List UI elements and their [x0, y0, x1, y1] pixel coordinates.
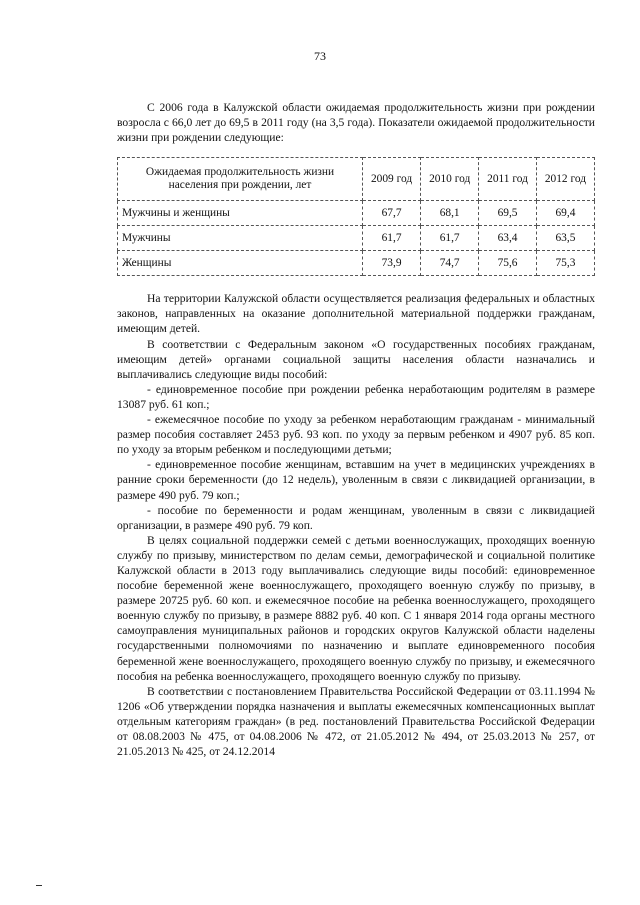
table-header-year: 2009 год: [363, 158, 421, 201]
table-cell: 73,9: [363, 251, 421, 276]
table-row-label: Женщины: [118, 251, 363, 276]
table-cell: 63,4: [479, 226, 537, 251]
intro-paragraph: С 2006 года в Калужской области ожидаемая продолжительность жизни при рождении возросла с 66,0 лет до 69,5 в 2011 году (на 3,5 года). Показатели ожидаемой продолжительности жизни при рождении следующие:: [117, 101, 595, 145]
margin-mark: [36, 885, 42, 886]
body-paragraph: В соответствии с Федеральным законом «О государственных пособиях гражданам, имеющим детей» органами социальной защиты населения области назначались и выплачивались следующие виды пособий:: [117, 337, 595, 381]
table-cell: 67,7: [363, 201, 421, 226]
table-header-label: Ожидаемая продолжительность жизни населения при рождении, лет: [118, 158, 363, 201]
table-row-label: Мужчины: [118, 226, 363, 251]
page-number: 73: [314, 49, 326, 63]
table-header-year: 2011 год: [479, 158, 537, 201]
table-header-year: 2010 год: [421, 158, 479, 201]
table-row: [118, 226, 595, 251]
table-cell: 69,5: [479, 201, 537, 226]
table-cell: 61,7: [421, 226, 479, 251]
body-paragraph: На территории Калужской области осуществляется реализация федеральных и областных законов, направленных на оказание дополнительной материальной поддержки гражданам, имеющим детей.: [117, 292, 595, 336]
table-row-label: Мужчины и женщины: [118, 201, 363, 226]
list-item: - пособие по беременности и родам женщинам, уволенным в связи с ликвидацией организации, в размере 490 руб. 79 коп.: [117, 503, 595, 532]
table-cell: 75,6: [479, 251, 537, 276]
table-header-row: [118, 158, 595, 201]
list-item: - единовременное пособие женщинам, вставшим на учет в медицинских учреждениях в ранние сроки беременности (до 12 недель), уволенным в связи с ликвидацией организации, в размере 490 руб. 79 коп.;: [117, 458, 595, 502]
document-body: [117, 100, 595, 759]
table-cell: 68,1: [421, 201, 479, 226]
table-cell: 74,7: [421, 251, 479, 276]
table-cell: 69,4: [536, 201, 594, 226]
table-cell: 61,7: [363, 226, 421, 251]
table-cell: 63,5: [536, 226, 594, 251]
body-paragraph: В соответствии с постановлением Правительства Российской Федерации от 03.11.1994 № 1206 «Об утверждении порядка назначения и выплаты ежемесячных компенсационных выплат отдельным категориям граждан» (в ред. постановлений Правительства Российской Федерации от 08.08.2003 № 475, от 04.08.2006 № 472, от 21.05.2012 № 494, от 25.03.2013 № 257, от 21.05.2013 № 425, от 24.12.2014: [117, 684, 595, 759]
body-paragraph: В целях социальной поддержки семей с детьми военнослужащих, проходящих военную службу по призыву, министерством по делам семьи, демографической и социальной политике Калужской области в 2013 году выплачивались следующие виды пособий: единовременное пособие беременной жене военнослужащего, проходящего военную службу по призыву, в размере 20725 руб. 60 коп. и ежемесячное пособие на ребенка военнослужащего, проходящего военную службу по призыву, в размере 8882 руб. 40 коп. С 1 января 2014 года органы местного самоуправления муниципальных районов и городских округов Калужской области наделены государственными полномочиями по назначению и выплате единовременного пособия беременной жене военнослужащего, проходящего военную службу по призыву, и ежемесячного пособия на ребенка военнослужащего, проходящего военную службу по призыву.: [117, 533, 595, 683]
life-expectancy-table: [117, 157, 595, 276]
table-row: [118, 251, 595, 276]
list-item: - ежемесячное пособие по уходу за ребенком неработающим гражданам - минимальный размер пособия составляет 2453 руб. 93 коп. по уходу за первым ребенком и 4907 руб. 85 коп. по уходу за вторым ребенком и последующими детьми;: [117, 413, 595, 457]
table-cell: 75,3: [536, 251, 594, 276]
table-row: [118, 201, 595, 226]
table-header-year: 2012 год: [536, 158, 594, 201]
list-item: - единовременное пособие при рождении ребенка неработающим родителям в размере 13087 руб. 61 коп.;: [117, 382, 595, 411]
